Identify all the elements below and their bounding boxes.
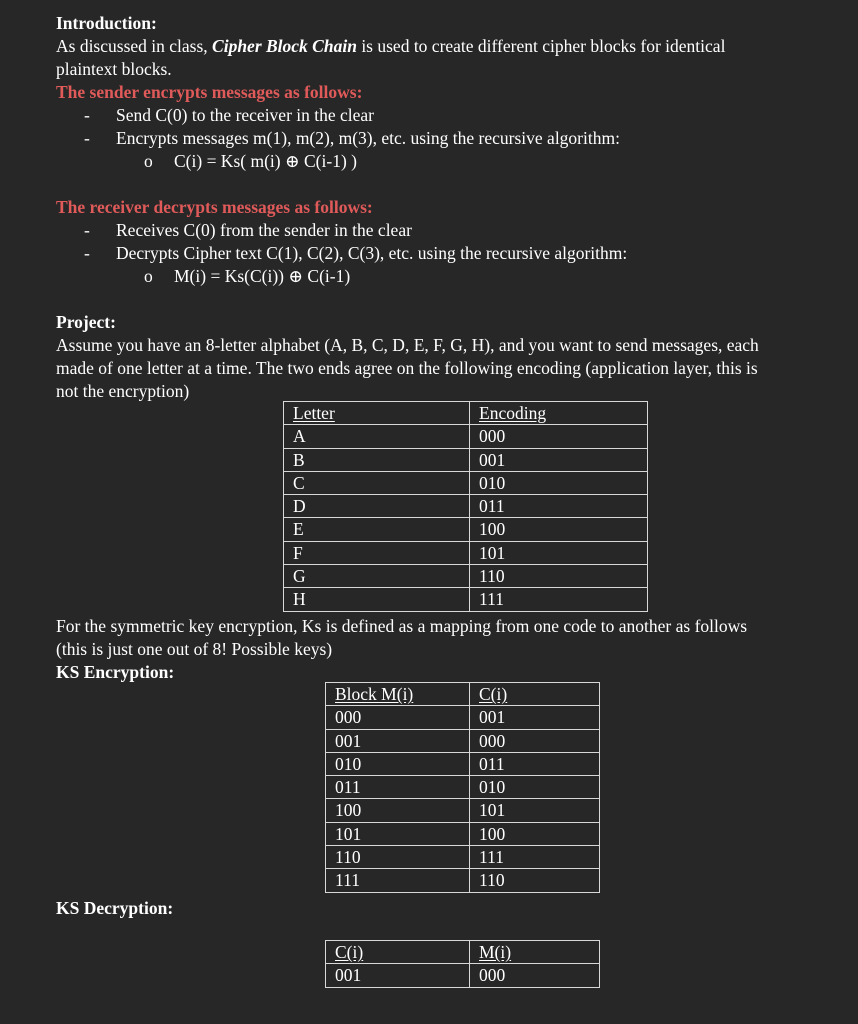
receiver-item-2-text: Decrypts Cipher text C(1), C(2), C(3), etc. using the recursive algorithm: — [116, 243, 628, 263]
letter-cell: B — [284, 448, 470, 471]
circle-bullet: o — [144, 266, 153, 286]
block-cell: 011 — [326, 776, 470, 799]
intro-paragraph-line2: plaintext blocks. — [56, 59, 172, 79]
cipher-cell: 111 — [470, 846, 600, 869]
ks-decryption-label: KS Decryption: — [56, 898, 174, 918]
document-body — [56, 12, 856, 403]
encoding-cell: 110 — [470, 565, 648, 588]
sender-formula-item — [56, 150, 856, 173]
receiver-heading: The receiver decrypts messages as follows: — [56, 197, 373, 217]
dash-bullet: - — [84, 220, 90, 240]
dash-bullet: - — [84, 243, 90, 263]
table-row — [326, 776, 600, 799]
ks-encryption-label: KS Encryption: — [56, 662, 175, 682]
table-row — [284, 425, 648, 448]
ks-encryption-table — [325, 682, 600, 893]
table-row — [326, 799, 600, 822]
encoding-header-letter: Letter — [284, 402, 470, 425]
block-cell: 000 — [326, 706, 470, 729]
project-heading: Project: — [56, 312, 116, 332]
letter-cell: E — [284, 518, 470, 541]
receiver-formula-item — [56, 265, 856, 288]
cipher-cell: 010 — [470, 776, 600, 799]
cipher-cell: 110 — [470, 869, 600, 892]
encoding-cell: 001 — [470, 448, 648, 471]
block-cell: 111 — [326, 869, 470, 892]
table-row — [284, 495, 648, 518]
dash-bullet: - — [84, 105, 90, 125]
letter-cell: H — [284, 588, 470, 611]
letter-cell: A — [284, 425, 470, 448]
cipher-cell: 011 — [470, 752, 600, 775]
project-line-3: not the encryption) — [56, 381, 190, 401]
cipher-cell: 000 — [470, 729, 600, 752]
sender-item-2-text: Encrypts messages m(1), m(2), m(3), etc. using the recursive algorithm: — [116, 128, 620, 148]
sender-formula: C(i) = Ks( m(i) ⊕ C(i-1) ) — [174, 151, 357, 171]
table-row — [326, 822, 600, 845]
sender-heading: The sender encrypts messages as follows: — [56, 82, 363, 102]
ks-enc-header-cipher: C(i) — [470, 683, 600, 706]
sender-item-2 — [56, 127, 856, 150]
intro-text-before: As discussed in class, — [56, 36, 213, 56]
circle-bullet: o — [144, 151, 153, 171]
table-row — [326, 964, 600, 987]
cipher-cell: 100 — [470, 822, 600, 845]
symmetric-line-1: For the symmetric key encryption, Ks is defined as a mapping from one code to another as follows — [56, 616, 748, 636]
letter-cell: F — [284, 541, 470, 564]
sender-item-1 — [56, 104, 856, 127]
receiver-item-2 — [56, 242, 856, 265]
encoding-cell: 011 — [470, 495, 648, 518]
letter-cell: C — [284, 471, 470, 494]
receiver-item-1-text: Receives C(0) from the sender in the clear — [116, 220, 412, 240]
table-row — [326, 706, 600, 729]
table-row — [284, 448, 648, 471]
table-row — [326, 869, 600, 892]
symmetric-paragraph — [56, 615, 747, 661]
letter-cell: G — [284, 565, 470, 588]
project-line-1: Assume you have an 8-letter alphabet (A, B, C, D, E, F, G, H), and you want to send messages, each — [56, 335, 759, 355]
block-cell: 001 — [326, 729, 470, 752]
sender-item-1-text: Send C(0) to the receiver in the clear — [116, 105, 375, 125]
table-header-row — [284, 402, 648, 425]
table-row — [326, 752, 600, 775]
block-cell: 110 — [326, 846, 470, 869]
encoding-cell: 000 — [470, 425, 648, 448]
table-row — [284, 518, 648, 541]
table-header-row — [326, 941, 600, 964]
message-cell: 000 — [470, 964, 600, 987]
letter-cell: D — [284, 495, 470, 518]
intro-text-after: is used to create different cipher blocks for identical — [356, 36, 726, 56]
block-cell: 100 — [326, 799, 470, 822]
symmetric-line-2: (this is just one out of 8! Possible keys) — [56, 639, 333, 659]
encoding-header-encoding: Encoding — [470, 402, 648, 425]
encoding-cell: 010 — [470, 471, 648, 494]
receiver-item-1 — [56, 219, 856, 242]
ks-enc-header-block: Block M(i) — [326, 683, 470, 706]
table-row — [284, 565, 648, 588]
table-row — [284, 541, 648, 564]
intro-paragraph-line1 — [56, 35, 856, 58]
ks-dec-header-cipher: C(i) — [326, 941, 470, 964]
receiver-formula: M(i) = Ks(C(i)) ⊕ C(i-1) — [174, 266, 351, 286]
table-row — [284, 588, 648, 611]
project-line-2: made of one letter at a time. The two ends agree on the following encoding (application layer, this is — [56, 358, 758, 378]
cipher-cell: 101 — [470, 799, 600, 822]
encoding-cell: 111 — [470, 588, 648, 611]
table-row — [326, 729, 600, 752]
table-row — [326, 846, 600, 869]
table-row — [284, 471, 648, 494]
ks-decryption-table — [325, 940, 600, 988]
intro-heading: Introduction: — [56, 13, 157, 33]
dash-bullet: - — [84, 128, 90, 148]
cipher-cell: 001 — [470, 706, 600, 729]
intro-term: Cipher Block Chain — [212, 36, 357, 56]
block-cell: 010 — [326, 752, 470, 775]
encoding-cell: 101 — [470, 541, 648, 564]
block-cell: 101 — [326, 822, 470, 845]
cipher-cell: 001 — [326, 964, 470, 987]
encoding-cell: 100 — [470, 518, 648, 541]
encoding-table — [283, 401, 648, 612]
table-header-row — [326, 683, 600, 706]
ks-dec-header-message: M(i) — [470, 941, 600, 964]
